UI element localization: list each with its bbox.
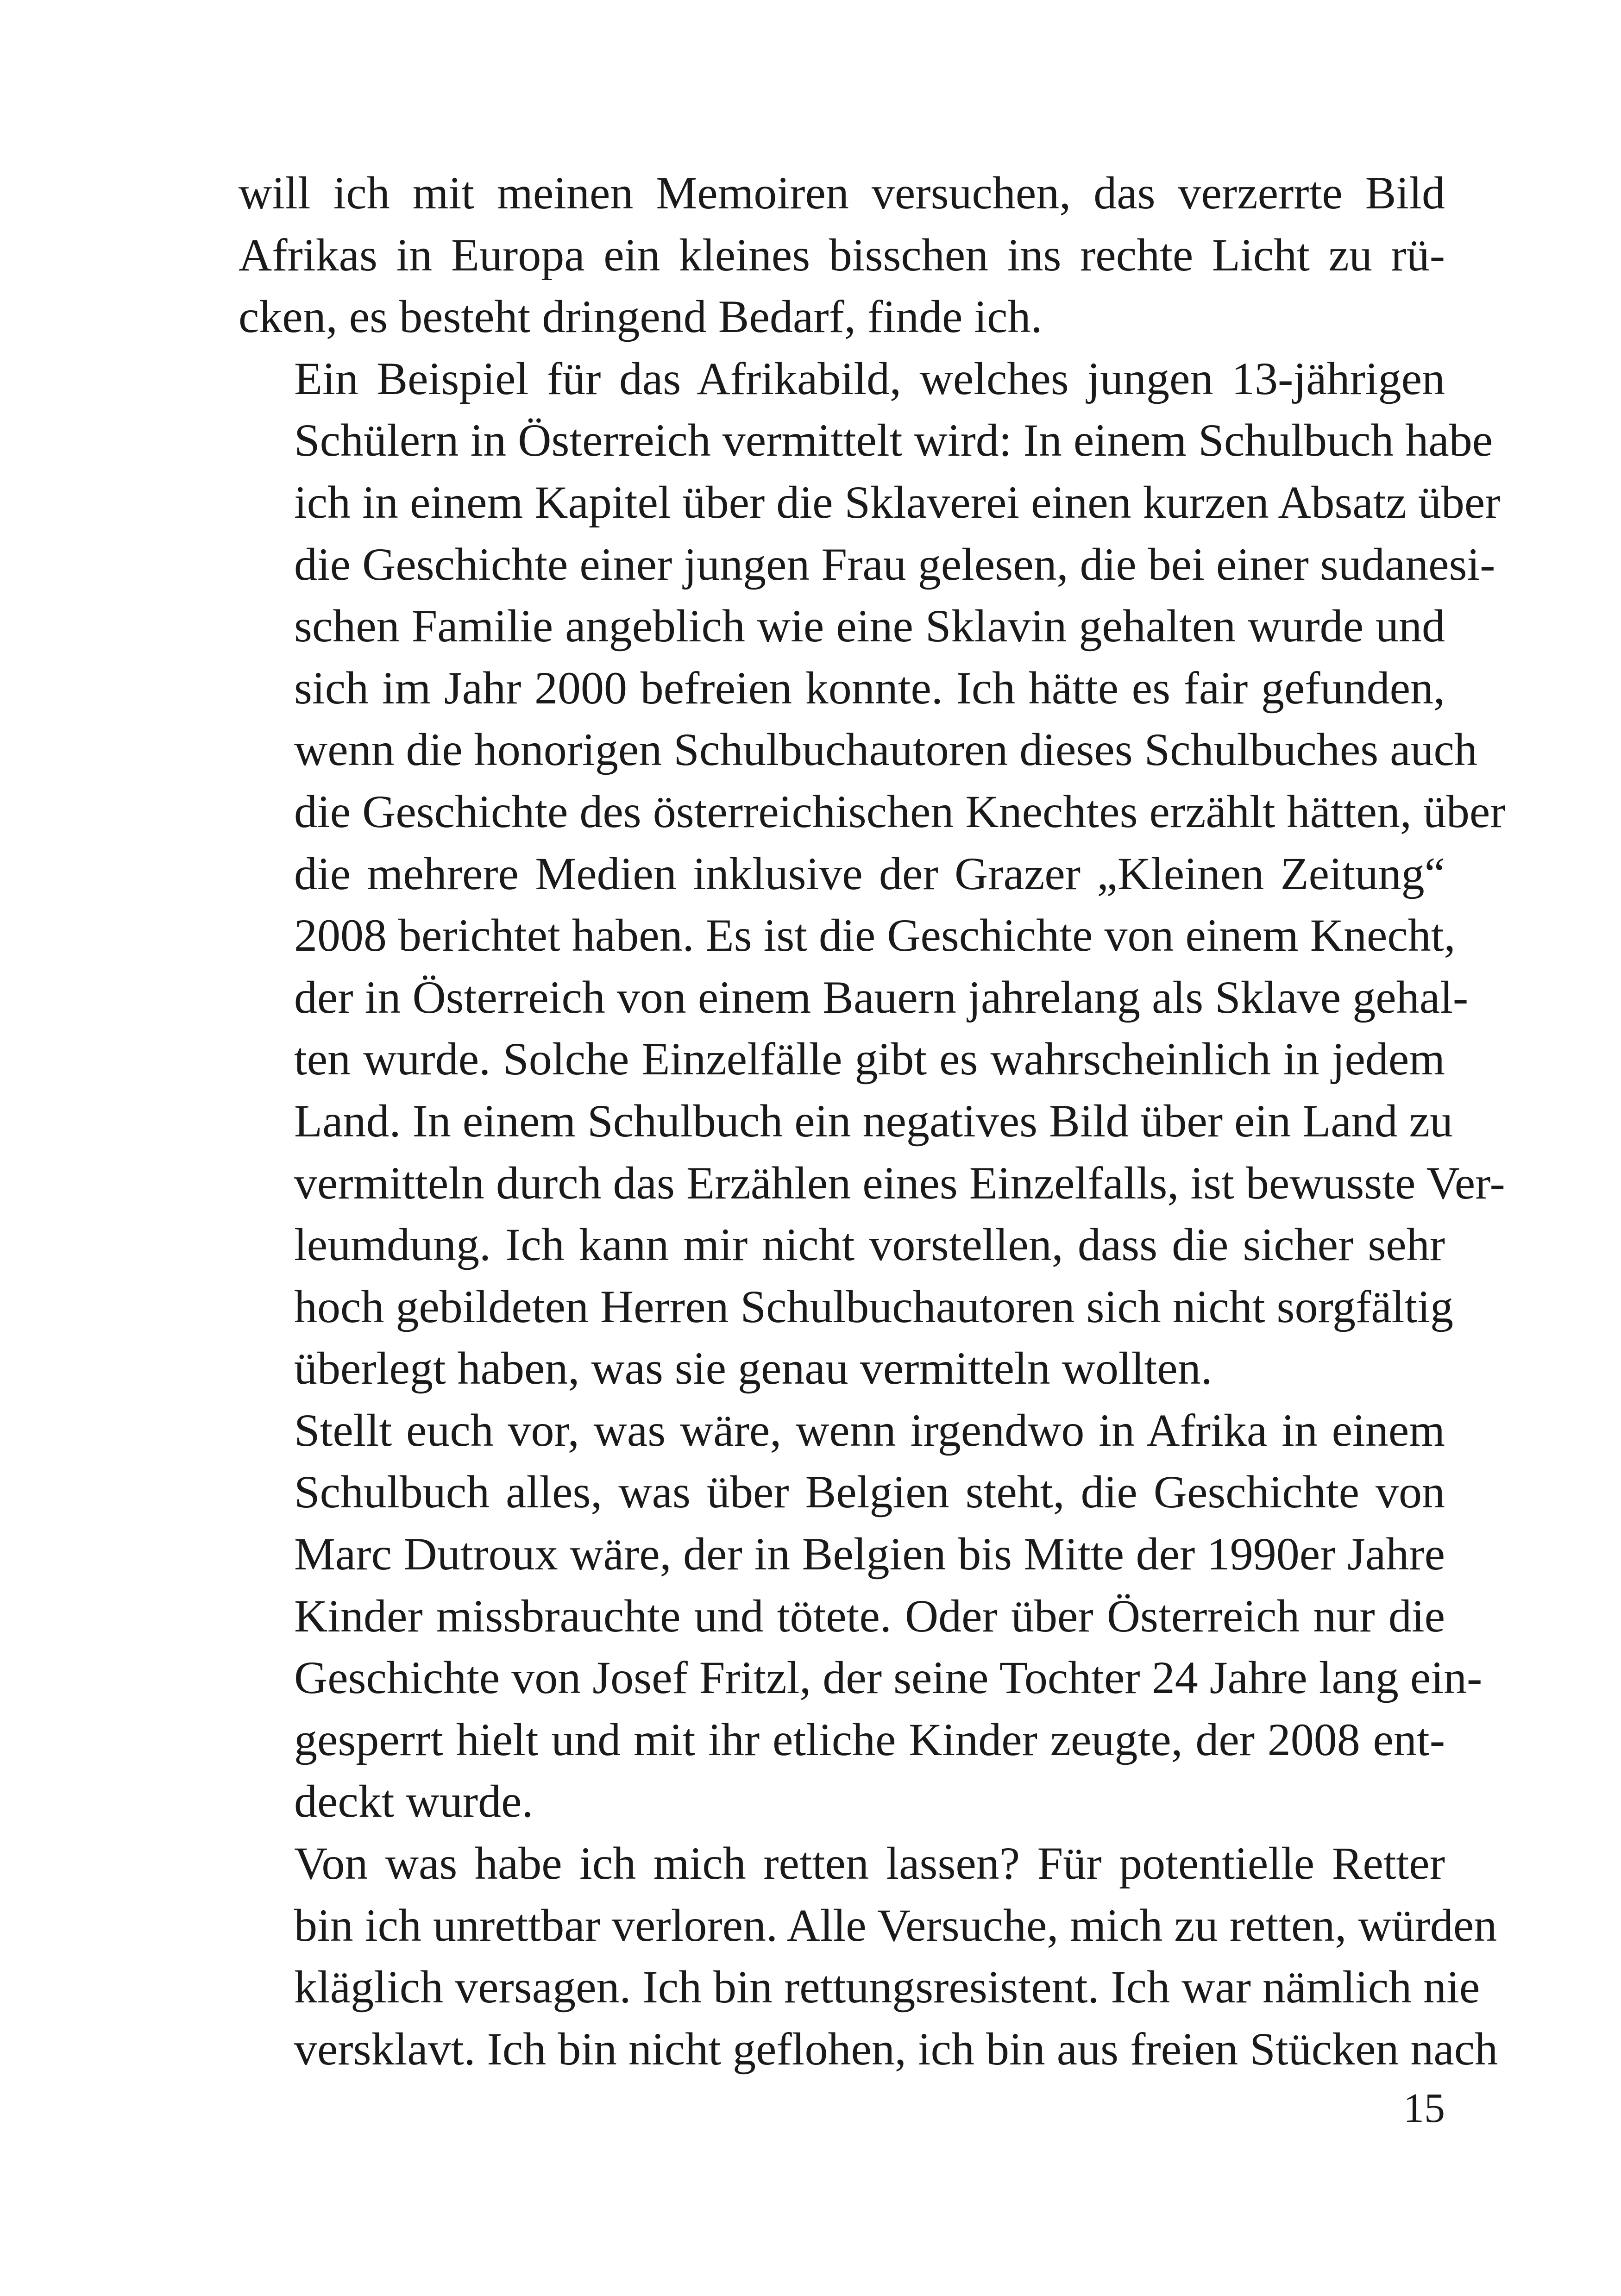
text-line: sich im Jahr 2000 befreien konnte. Ich hätte es fair gefunden, [294, 662, 1445, 714]
text-line: Von was habe ich mich retten lassen? Für potentielle Retter [294, 1838, 1445, 1889]
paragraph [239, 162, 1445, 348]
text-line: deckt wurde. [294, 1775, 534, 1827]
text-line: gesperrt hielt und mit ihr etliche Kinder zeugte, der 2008 ent- [294, 1713, 1445, 1765]
text-line: überlegt haben, was sie genau vermitteln wollten. [294, 1342, 1213, 1394]
text-line: die Geschichte einer jungen Frau gelesen, die bei einer sudanesi- [294, 538, 1495, 590]
text-line: ten wurde. Solche Einzelfälle gibt es wahrscheinlich in jedem [294, 1033, 1445, 1085]
text-line: Marc Dutroux wäre, der in Belgien bis Mitte der 1990er Jahre [294, 1528, 1445, 1580]
text-line: Stellt euch vor, was wäre, wenn irgendwo in Afrika in einem [294, 1404, 1445, 1456]
text-line: leumdung. Ich kann mir nicht vorstellen, dass die sicher sehr [294, 1219, 1445, 1271]
text-line: hoch gebildeten Herren Schulbuchautoren sich nicht sorgfältig [294, 1280, 1453, 1332]
paragraph [239, 1832, 1498, 2080]
text-line: 2008 berichtet haben. Es ist die Geschichte von einem Knecht, [294, 910, 1456, 961]
text-line: kläglich versagen. Ich bin rettungsresistent. Ich war nämlich nie [294, 1961, 1480, 2013]
paragraph [239, 348, 1506, 1399]
text-line: Ein Beispiel für das Afrikabild, welches jungen 13-jährigen [294, 352, 1445, 404]
text-line: Schülern in Österreich vermittelt wird: In einem Schulbuch habe [294, 414, 1493, 466]
text-line: Afrikas in Europa ein kleines bisschen ins rechte Licht zu rü- [239, 229, 1445, 281]
text-line: ich in einem Kapitel über die Sklaverei einen kurzen Absatz über [294, 476, 1501, 528]
paragraph [239, 1399, 1483, 1832]
text-line: wenn die honorigen Schulbuchautoren dieses Schulbuches auch [294, 724, 1477, 776]
page-number: 15 [1403, 2085, 1445, 2131]
text-line: Kinder missbrauchte und tötete. Oder über Österreich nur die [294, 1590, 1445, 1642]
text-line: bin ich unrettbar verloren. Alle Versuche, mich zu retten, würden [294, 1899, 1497, 1951]
text-line: der in Österreich von einem Bauern jahrelang als Sklave gehal- [294, 971, 1469, 1023]
text-line: vermitteln durch das Erzählen eines Einzelfalls, ist bewusste Ver- [294, 1157, 1505, 1209]
text-line: will ich mit meinen Memoiren versuchen, das verzerrte Bild [239, 167, 1445, 219]
text-line: Geschichte von Josef Fritzl, der seine Tochter 24 Jahre lang ein- [294, 1652, 1483, 1704]
text-line: cken, es besteht dringend Bedarf, finde ich. [239, 291, 1043, 343]
text-line: Land. In einem Schulbuch ein negatives Bild über ein Land zu [294, 1095, 1453, 1147]
text-line: Schulbuch alles, was über Belgien steht, die Geschichte von [294, 1466, 1445, 1518]
text-line: versklavt. Ich bin nicht geflohen, ich bin aus freien Stücken nach [294, 2023, 1498, 2075]
text-line: die Geschichte des österreichischen Knechtes erzählt hätten, über [294, 785, 1506, 837]
text-line: schen Familie angeblich wie eine Sklavin gehalten wurde und [294, 600, 1445, 652]
body-text [239, 162, 1506, 2080]
text-line: die mehrere Medien inklusive der Grazer „Kleinen Zeitung“ [294, 847, 1445, 899]
